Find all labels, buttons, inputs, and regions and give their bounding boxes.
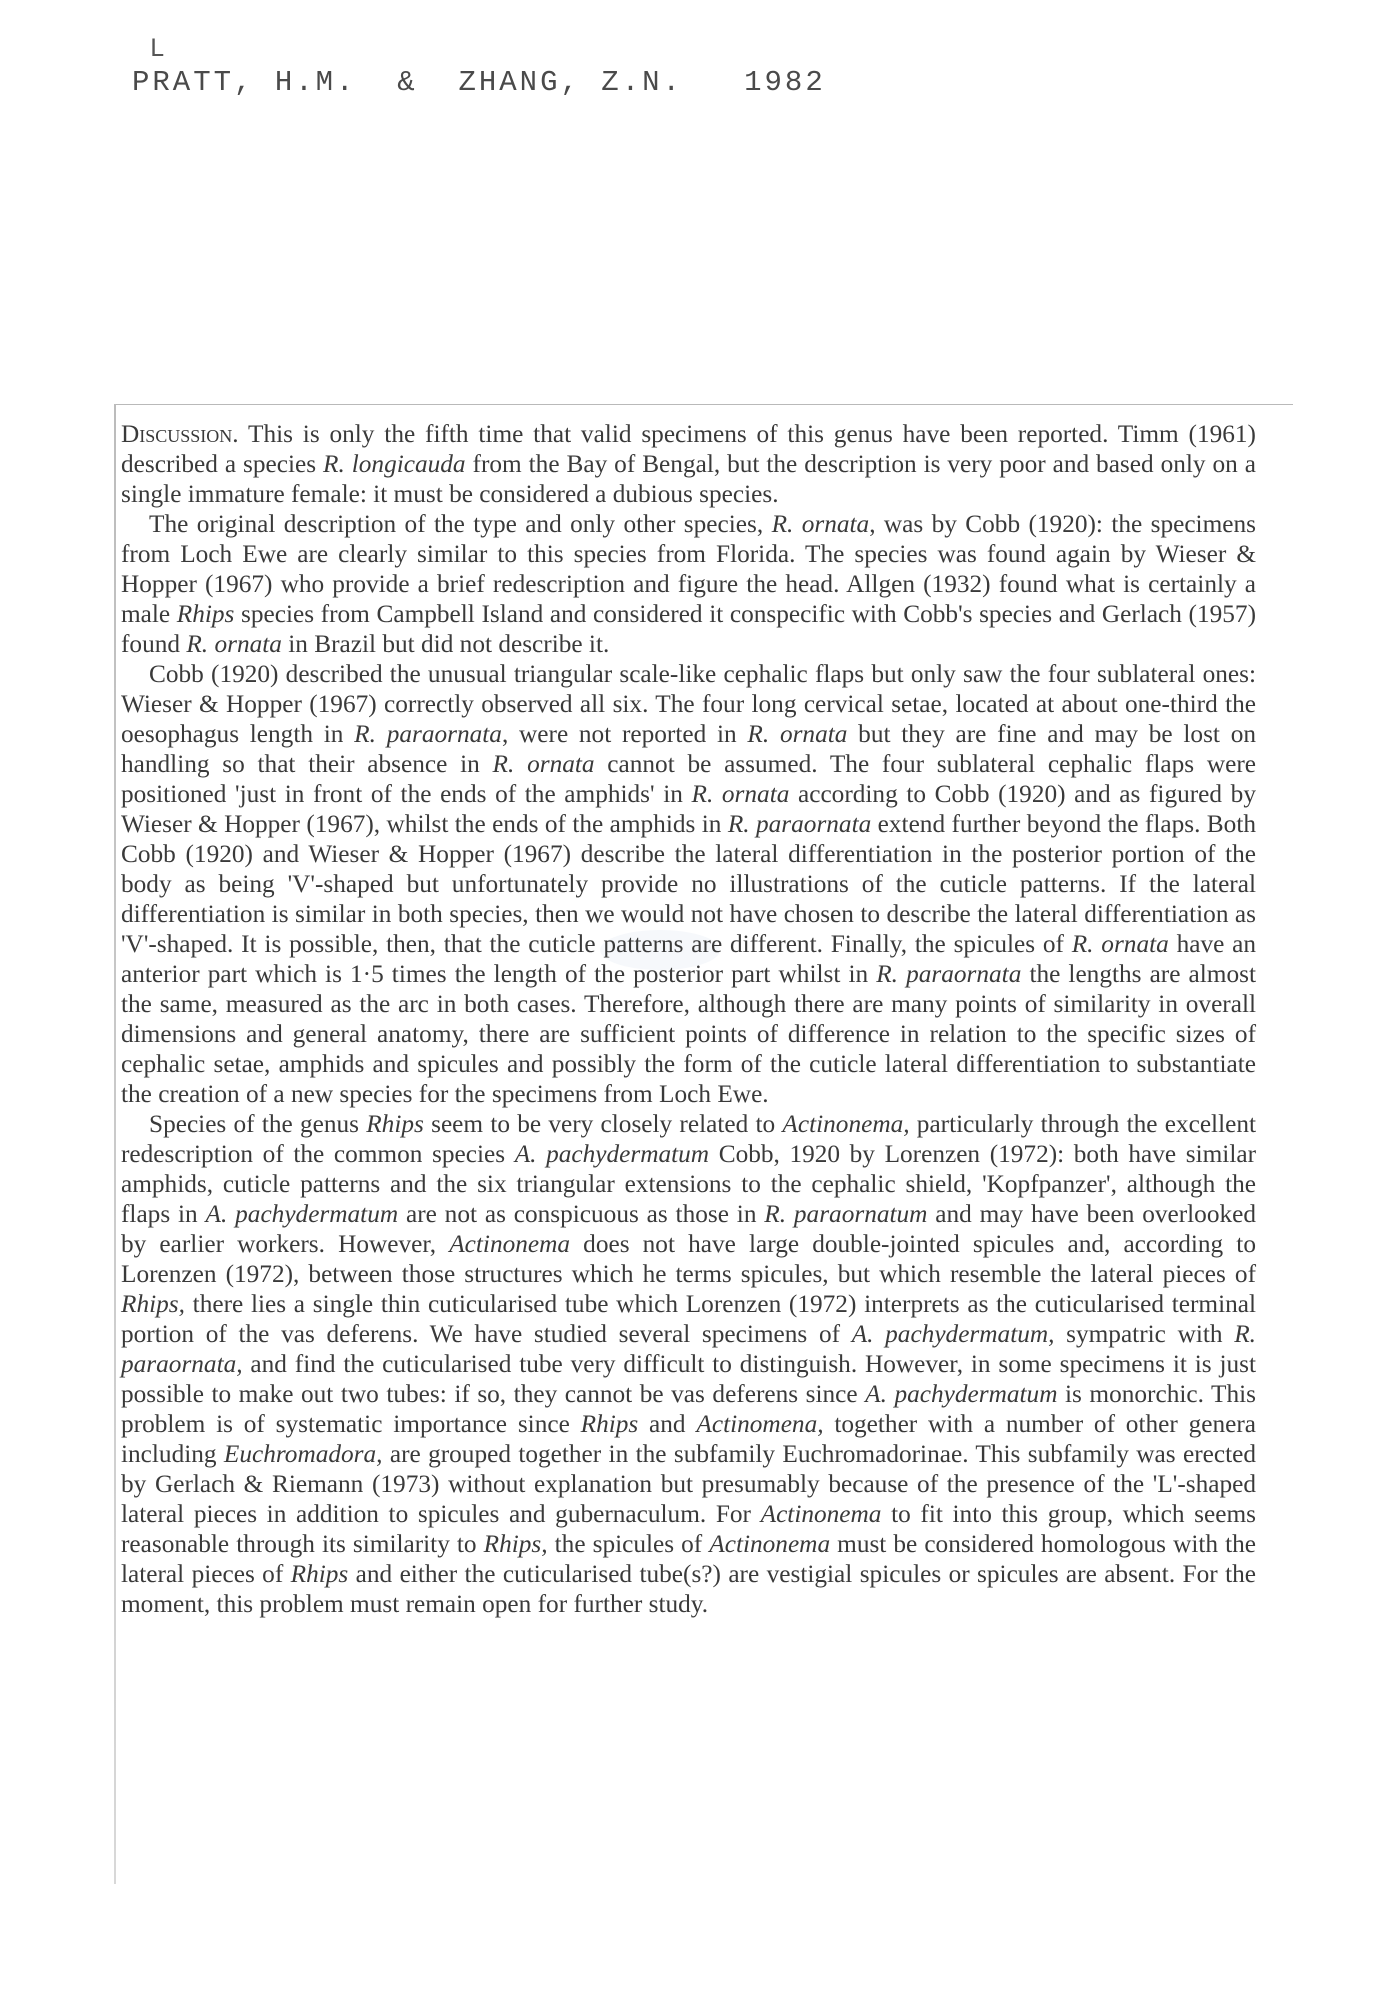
species-name: Actinonema bbox=[760, 1500, 882, 1528]
text-run: species from Campbell Island and considered it conspecific with Cobb's species and Gerlach (1957) found bbox=[121, 600, 1256, 658]
species-name: Rhips bbox=[290, 1560, 349, 1588]
text-run: to fit into this group, which seems reasonable through its similarity to bbox=[121, 1500, 1256, 1558]
species-name: R. ornata bbox=[747, 720, 848, 748]
text-run: and bbox=[638, 1410, 697, 1438]
citation-header bbox=[132, 66, 826, 99]
species-name: Rhips bbox=[580, 1410, 639, 1438]
author-1: PRATT, H.M. bbox=[132, 66, 357, 99]
species-name: A. pachydermatum bbox=[514, 1140, 710, 1168]
species-name: Rhips bbox=[176, 600, 235, 628]
text-run: The original description of the type and only other species, bbox=[149, 510, 772, 538]
text-run: Cobb (1920) described the unusual triangular scale-like cephalic flaps but only saw the four sublateral ones: Wieser & Hopper (1967) correctly observed all six. The four long cervical setae, located at about one-third the oesophagus length in bbox=[121, 660, 1256, 748]
text-run: the spicules of bbox=[547, 1530, 710, 1558]
handwritten-annotation: L bbox=[150, 34, 164, 62]
text-run: cannot be assumed. The four sublateral cephalic flaps were positioned 'just in front of the ends of the amphids' in bbox=[121, 750, 1256, 808]
species-name: Actinonema, bbox=[782, 1110, 910, 1138]
paragraph-1 bbox=[121, 419, 1256, 509]
author-2: ZHANG, Z.N. bbox=[458, 66, 683, 99]
species-name: R. longicauda bbox=[323, 450, 466, 478]
text-run: seem to be very closely related to bbox=[423, 1110, 783, 1138]
text-run: but they are fine and may be lost on handling so that their absence in bbox=[121, 720, 1256, 778]
text-run: extend further beyond the flaps. Both Cobb (1920) and Wieser & Hopper (1967) describe the lateral differentiation in the posterior portion of the body as being 'V'-shaped but unfortunately provide no illustrations of the cuticle patterns. If the lateral differentiation is similar in both species, then we would not have chosen to describe the lateral differentiation as 'V'-shaped. It is possible, then, that the cuticle patterns are different. Finally, the spicules of bbox=[121, 810, 1256, 958]
text-run: and may have been overlooked by earlier workers. However, bbox=[121, 1200, 1256, 1258]
species-name: Actinomena, bbox=[696, 1410, 824, 1438]
text-run: Species of the genus bbox=[149, 1110, 367, 1138]
species-name: A. pachydermatum bbox=[205, 1200, 399, 1228]
text-run: , was by Cobb (1920): the specimens from Loch Ewe are clearly similar to this species from Florida. The species was found again by Wieser & Hopper (1967) who provide a brief redescription and figure the head. Allgen (1932) found what is certainly a male bbox=[121, 510, 1256, 628]
species-name: Actinonema bbox=[449, 1230, 571, 1258]
species-name: Rhips, bbox=[121, 1290, 185, 1318]
text-run: This is only the fifth time that valid specimens of this genus have been reported. Timm (1961) described a species bbox=[121, 420, 1256, 478]
species-name: R. paraornatum bbox=[764, 1200, 928, 1228]
species-name: Actinonema bbox=[709, 1530, 831, 1558]
species-name: Rhips bbox=[366, 1110, 424, 1138]
text-run: are not as conspicuous as those in bbox=[398, 1200, 765, 1228]
year: 1982 bbox=[744, 66, 826, 99]
text-run: are grouped together in the subfamily Euchromadorinae. This subfamily was erected by Gerlach & Riemann (1973) without explanation but presumably because of the presence of the 'L'-shaped lateral pieces in addition to spicules and gubernaculum. For bbox=[121, 1440, 1256, 1528]
species-name: R. ornata bbox=[691, 780, 790, 808]
text-run: in Brazil but did not describe it. bbox=[281, 630, 610, 658]
text-run: Cobb, 1920 by Lorenzen (1972): both have similar amphids, cuticle patterns and the six triangular extensions to the cephalic shield, 'Kopfpanzer', although the flaps in bbox=[121, 1140, 1256, 1228]
species-name: R. paraornata, bbox=[121, 1320, 1256, 1378]
species-name: R. ornata bbox=[492, 750, 595, 778]
text-run: sympatric with bbox=[1054, 1320, 1235, 1348]
left-margin-line bbox=[114, 404, 116, 1884]
paragraph-2 bbox=[121, 509, 1256, 659]
species-name: R. paraornata bbox=[354, 720, 502, 748]
text-run: have an anterior part which is 1·5 times the length of the posterior part whilst in bbox=[121, 930, 1256, 988]
species-name: A. pachydermatum, bbox=[851, 1320, 1055, 1348]
text-run: according to Cobb (1920) and as figured by Wieser & Hopper (1967), whilst the ends of the amphids in bbox=[121, 780, 1256, 838]
paragraph-4 bbox=[121, 1109, 1256, 1619]
species-name: R. ornata bbox=[186, 630, 282, 658]
horizontal-rule bbox=[115, 404, 1293, 405]
species-name: R. ornata bbox=[771, 510, 870, 538]
text-run: the lengths are almost the same, measured as the arc in both cases. Therefore, although there are many points of similarity in overall dimensions and general anatomy, there are sufficient points of difference in relation to the specific sizes of cephalic setae, amphids and spicules and possibly the form of the cuticle lateral differentiation to substantiate the creation of a new species for the specimens from Loch Ewe. bbox=[121, 960, 1256, 1108]
discussion-section bbox=[121, 419, 1256, 1619]
text-run: and either the cuticularised tube(s?) are vestigial spicules or spicules are absent. For the moment, this problem must remain open for further study. bbox=[121, 1560, 1256, 1618]
text-run: there lies a single thin cuticularised tube which Lorenzen (1972) interprets as the cuticularised terminal portion of the vas deferens. We have studied several specimens of bbox=[121, 1290, 1256, 1348]
text-run: particularly through the excellent redescription of the common species bbox=[121, 1110, 1257, 1168]
species-name: A. pachydermatum bbox=[865, 1380, 1058, 1408]
species-name: R. ornata bbox=[1071, 930, 1169, 958]
text-run: is monorchic. This problem is of systematic importance since bbox=[121, 1380, 1256, 1438]
text-run: does not have large double-jointed spicules and, according to Lorenzen (1972), between those structures which he terms spicules, but which resemble the lateral pieces of bbox=[121, 1230, 1256, 1288]
text-run: must be considered homologous with the lateral pieces of bbox=[121, 1530, 1256, 1588]
text-run: and find the cuticularised tube very difficult to distinguish. However, in some specimens it is just possible to make out two tubes: if so, they cannot be vas deferens since bbox=[121, 1350, 1256, 1408]
text-run: together with a number of other genera including bbox=[121, 1410, 1256, 1468]
species-name: Euchromadora, bbox=[223, 1440, 383, 1468]
species-name: Rhips, bbox=[483, 1530, 548, 1558]
text-run: from the Bay of Bengal, but the description is very poor and based only on a single immature female: it must be considered a dubious species. bbox=[121, 450, 1256, 508]
species-name: R. paraornata bbox=[876, 960, 1022, 988]
text-run: , were not reported in bbox=[501, 720, 748, 748]
paragraph-3 bbox=[121, 659, 1256, 1109]
section-heading: Discussion. bbox=[121, 420, 239, 448]
ampersand: & bbox=[397, 66, 418, 99]
species-name: R. paraornata bbox=[727, 810, 872, 838]
